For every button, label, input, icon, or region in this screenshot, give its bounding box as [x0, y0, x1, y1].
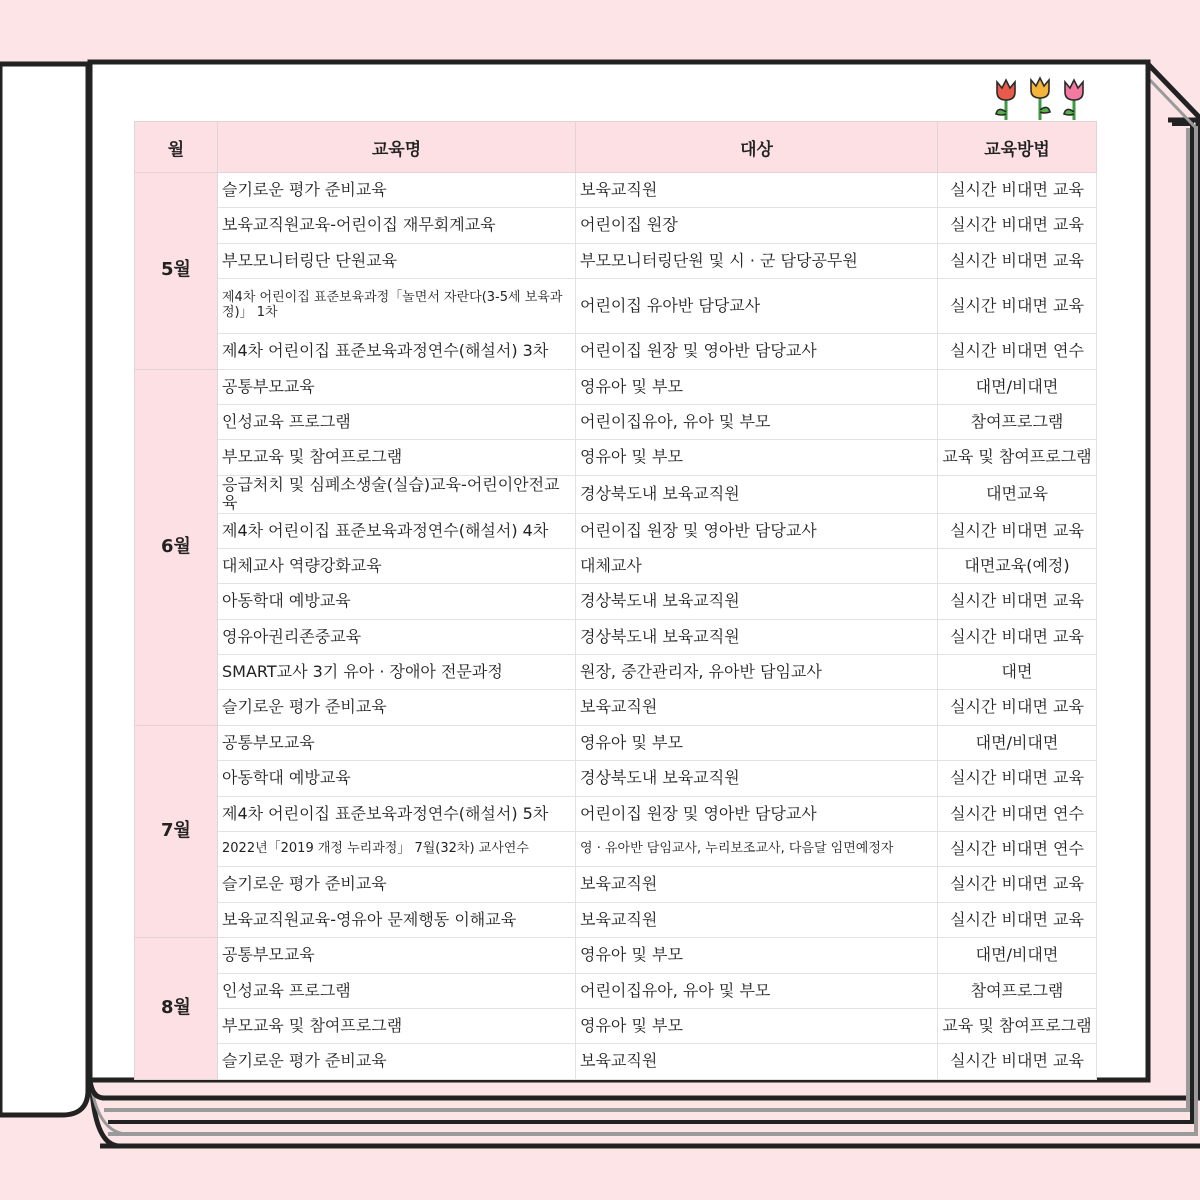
course-name-cell: 부모모니터링단 단원교육: [218, 243, 576, 278]
table-row: [135, 725, 1097, 760]
method-cell: 대면교육: [938, 475, 1097, 513]
table-row: [135, 690, 1097, 725]
target-cell: 어린이집 유아반 담당교사: [576, 279, 938, 334]
method-cell: 교육 및 참여프로그램: [938, 1008, 1097, 1043]
header-method: 교육방법: [938, 122, 1097, 173]
table-row: [135, 796, 1097, 831]
table-header-row: [135, 122, 1097, 173]
method-cell: 대면/비대면: [938, 725, 1097, 760]
course-name-cell: 응급처치 및 심폐소생술(실습)교육-어린이안전교육: [218, 475, 576, 513]
course-name-cell: 슬기로운 평가 준비교육: [218, 867, 576, 902]
course-name-cell: 부모교육 및 참여프로그램: [218, 440, 576, 475]
course-name-cell: SMART교사 3기 유아 · 장애아 전문과정: [218, 655, 576, 690]
target-cell: 경상북도내 보육교직원: [576, 584, 938, 619]
course-name-cell: 대체교사 역량강화교육: [218, 548, 576, 583]
table-row: [135, 867, 1097, 902]
method-cell: 실시간 비대면 교육: [938, 279, 1097, 334]
course-name-cell: 인성교육 프로그램: [218, 973, 576, 1008]
table-row: [135, 619, 1097, 654]
education-schedule-table: [134, 121, 1097, 1080]
target-cell: 영 · 유아반 담임교사, 누리보조교사, 다음달 임면예정자: [576, 832, 938, 867]
course-name-cell: 공통부모교육: [218, 938, 576, 973]
table-row: [135, 404, 1097, 439]
target-cell: 보육교직원: [576, 867, 938, 902]
target-cell: 보육교직원: [576, 173, 938, 208]
course-name-cell: 슬기로운 평가 준비교육: [218, 690, 576, 725]
course-name-cell: 슬기로운 평가 준비교육: [218, 1044, 576, 1079]
method-cell: 실시간 비대면 교육: [938, 208, 1097, 243]
method-cell: 실시간 비대면 연수: [938, 334, 1097, 369]
table-row: [135, 938, 1097, 973]
table-row: [135, 761, 1097, 796]
month-cell: 5월: [135, 173, 218, 370]
table-row: [135, 832, 1097, 867]
table-row: [135, 973, 1097, 1008]
method-cell: 실시간 비대면 연수: [938, 832, 1097, 867]
target-cell: 어린이집 원장 및 영아반 담당교사: [576, 334, 938, 369]
month-cell: 6월: [135, 369, 218, 725]
target-cell: 원장, 중간관리자, 유아반 담임교사: [576, 655, 938, 690]
target-cell: 어린이집 원장: [576, 208, 938, 243]
header-month: 월: [135, 122, 218, 173]
table-row: [135, 513, 1097, 548]
course-name-cell: 아동학대 예방교육: [218, 761, 576, 796]
table-row: [135, 902, 1097, 937]
course-name-cell: 제4차 어린이집 표준보육과정「놀면서 자란다(3-5세 보육과정)」 1차: [218, 279, 576, 334]
table-row: [135, 584, 1097, 619]
course-name-cell: 슬기로운 평가 준비교육: [218, 173, 576, 208]
target-cell: 어린이집유아, 유아 및 부모: [576, 404, 938, 439]
target-cell: 어린이집 원장 및 영아반 담당교사: [576, 513, 938, 548]
course-name-cell: 인성교육 프로그램: [218, 404, 576, 439]
table-row: [135, 208, 1097, 243]
table-row: [135, 173, 1097, 208]
course-name-cell: 제4차 어린이집 표준보육과정연수(해설서) 4차: [218, 513, 576, 548]
target-cell: 영유아 및 부모: [576, 369, 938, 404]
month-cell: 8월: [135, 938, 218, 1080]
method-cell: 실시간 비대면 교육: [938, 867, 1097, 902]
table-row: [135, 440, 1097, 475]
table-row: [135, 243, 1097, 278]
method-cell: 참여프로그램: [938, 973, 1097, 1008]
target-cell: 보육교직원: [576, 690, 938, 725]
method-cell: 실시간 비대면 교육: [938, 619, 1097, 654]
method-cell: 대면: [938, 655, 1097, 690]
method-cell: 대면/비대면: [938, 369, 1097, 404]
method-cell: 실시간 비대면 교육: [938, 584, 1097, 619]
method-cell: 실시간 비대면 교육: [938, 1044, 1097, 1079]
target-cell: 영유아 및 부모: [576, 440, 938, 475]
tulip-flowers-icon: [994, 76, 1086, 122]
method-cell: 대면교육(예정): [938, 548, 1097, 583]
course-name-cell: 공통부모교육: [218, 725, 576, 760]
course-name-cell: 공통부모교육: [218, 369, 576, 404]
header-target: 대상: [576, 122, 938, 173]
table-row: [135, 1008, 1097, 1043]
table-row: [135, 334, 1097, 369]
course-name-cell: 부모교육 및 참여프로그램: [218, 1008, 576, 1043]
target-cell: 경상북도내 보육교직원: [576, 619, 938, 654]
table-row: [135, 475, 1097, 513]
table-row: [135, 1044, 1097, 1079]
target-cell: 영유아 및 부모: [576, 725, 938, 760]
target-cell: 어린이집 원장 및 영아반 담당교사: [576, 796, 938, 831]
method-cell: 실시간 비대면 교육: [938, 513, 1097, 548]
table-row: [135, 369, 1097, 404]
table-row: [135, 548, 1097, 583]
target-cell: 어린이집유아, 유아 및 부모: [576, 973, 938, 1008]
target-cell: 대체교사: [576, 548, 938, 583]
table-row: [135, 655, 1097, 690]
method-cell: 대면/비대면: [938, 938, 1097, 973]
method-cell: 실시간 비대면 교육: [938, 173, 1097, 208]
target-cell: 보육교직원: [576, 1044, 938, 1079]
method-cell: 실시간 비대면 교육: [938, 243, 1097, 278]
method-cell: 실시간 비대면 교육: [938, 761, 1097, 796]
course-name-cell: 제4차 어린이집 표준보육과정연수(해설서) 5차: [218, 796, 576, 831]
course-name-cell: 제4차 어린이집 표준보육과정연수(해설서) 3차: [218, 334, 576, 369]
target-cell: 영유아 및 부모: [576, 938, 938, 973]
target-cell: 경상북도내 보육교직원: [576, 761, 938, 796]
target-cell: 경상북도내 보육교직원: [576, 475, 938, 513]
course-name-cell: 영유아권리존중교육: [218, 619, 576, 654]
course-name-cell: 2022년「2019 개정 누리과정」 7월(32차) 교사연수: [218, 832, 576, 867]
month-cell: 7월: [135, 725, 218, 937]
target-cell: 보육교직원: [576, 902, 938, 937]
course-name-cell: 보육교직원교육-어린이집 재무회계교육: [218, 208, 576, 243]
method-cell: 실시간 비대면 연수: [938, 796, 1097, 831]
table-row: [135, 279, 1097, 334]
target-cell: 영유아 및 부모: [576, 1008, 938, 1043]
method-cell: 실시간 비대면 교육: [938, 902, 1097, 937]
target-cell: 부모모니터링단원 및 시 · 군 담당공무원: [576, 243, 938, 278]
method-cell: 참여프로그램: [938, 404, 1097, 439]
course-name-cell: 보육교직원교육-영유아 문제행동 이해교육: [218, 902, 576, 937]
method-cell: 교육 및 참여프로그램: [938, 440, 1097, 475]
method-cell: 실시간 비대면 교육: [938, 690, 1097, 725]
course-name-cell: 아동학대 예방교육: [218, 584, 576, 619]
header-course-name: 교육명: [218, 122, 576, 173]
